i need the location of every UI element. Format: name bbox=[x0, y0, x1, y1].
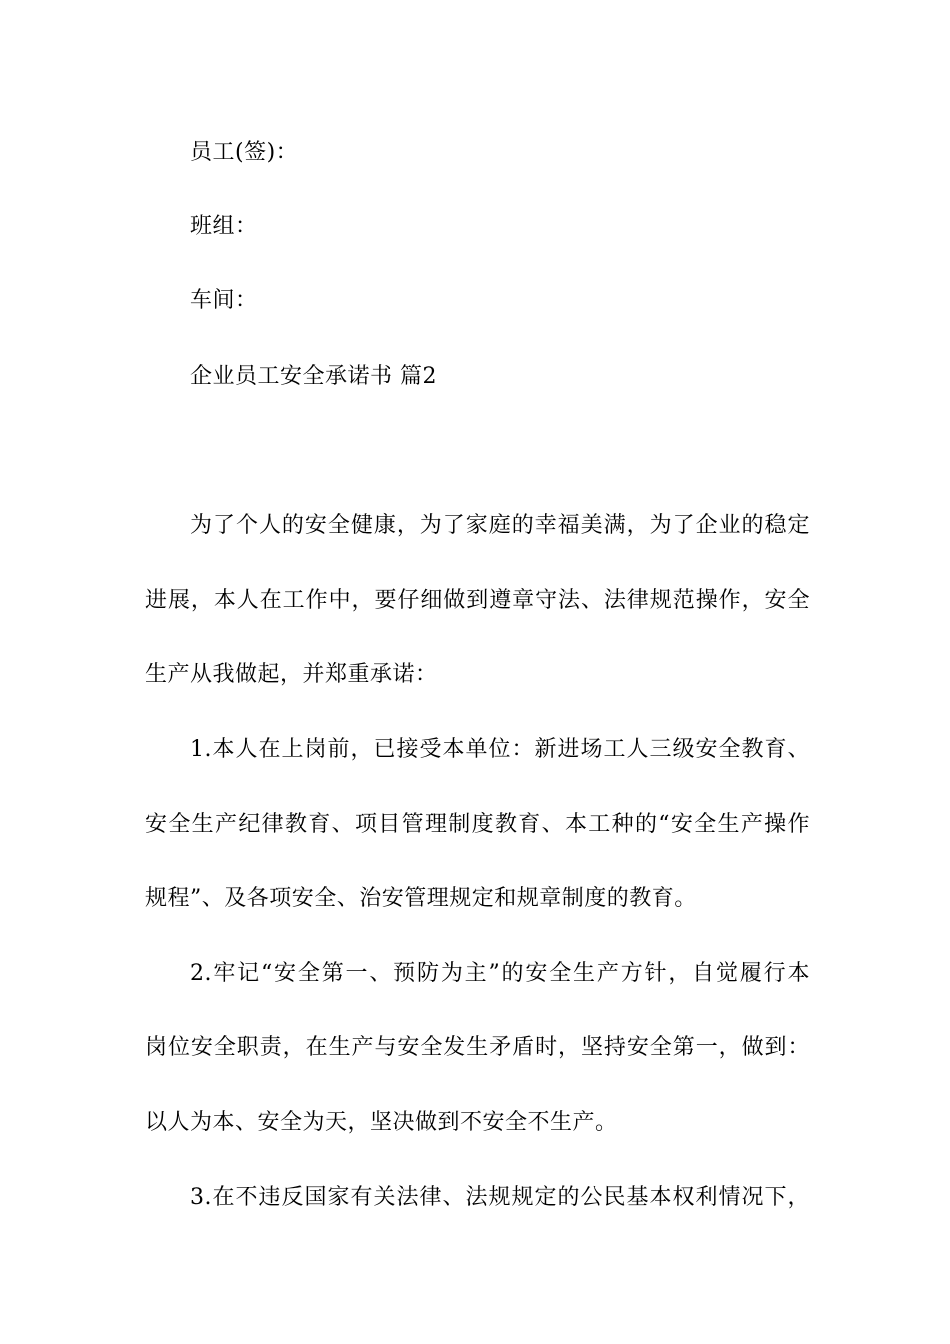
item2-line-1: 2.牢记“安全第一、预防为主”的安全生产方针，自觉履行本 bbox=[190, 961, 810, 986]
section-title: 企业员工安全承诺书 篇2 bbox=[190, 364, 437, 389]
item3-line-1: 3.在不违反国家有关法律、法规规定的公民基本权利情况下， bbox=[190, 1185, 810, 1210]
workshop-label: 车间： bbox=[190, 288, 258, 313]
intro-line-2: 进展，本人在工作中，要仔细做到遵章守法、法律规范操作，安全 bbox=[145, 588, 810, 613]
item1-line-1: 1.本人在上岗前，已接受本单位：新进场工人三级安全教育、 bbox=[190, 737, 810, 762]
item1-line-2: 安全生产纪律教育、项目管理制度教育、本工种的“安全生产操作 bbox=[145, 812, 810, 837]
employee-signature-label: 员工(签)： bbox=[190, 140, 299, 165]
item2-line-3: 以人为本、安全为天，坚决做到不安全不生产。 bbox=[145, 1110, 618, 1135]
team-label: 班组： bbox=[190, 214, 258, 239]
intro-line-3: 生产从我做起，并郑重承诺： bbox=[145, 662, 438, 687]
item2-line-2: 岗位安全职责，在生产与安全发生矛盾时，坚持安全第一，做到： bbox=[145, 1035, 810, 1060]
intro-line-1: 为了个人的安全健康，为了家庭的幸福美满，为了企业的稳定 bbox=[190, 513, 810, 538]
item1-line-3: 规程”、及各项安全、治安管理规定和规章制度的教育。 bbox=[145, 886, 697, 911]
